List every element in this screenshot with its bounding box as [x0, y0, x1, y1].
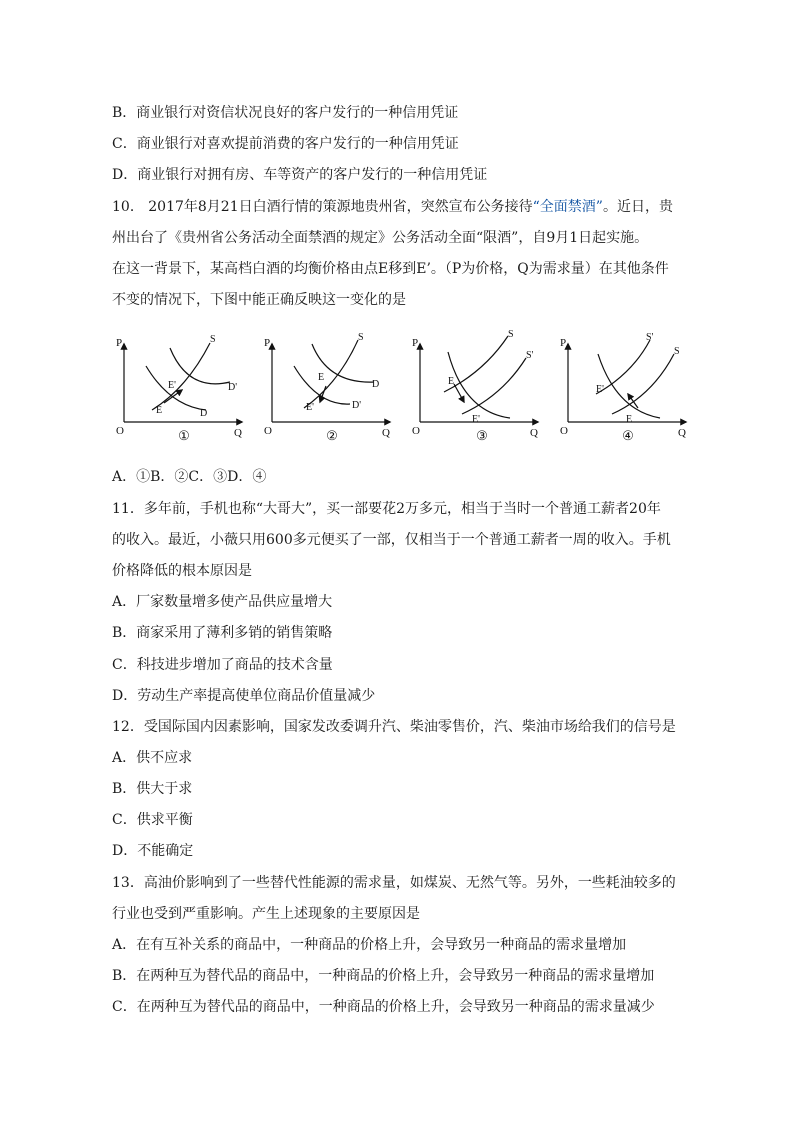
graph-4-e-label: E [626, 414, 633, 425]
graph-2-origin-label: O [264, 425, 272, 437]
q10-quote-highlight: “全面禁酒” [532, 199, 603, 215]
graph-2-number: ② [326, 428, 338, 443]
graph-3-q-label: Q [530, 427, 538, 439]
graph-3-eprime-label: E' [472, 414, 480, 425]
graph-1-eprime-label: E' [168, 380, 176, 391]
q12-option-a: A．供不应求 [112, 750, 193, 766]
q11-option-b: B．商家采用了薄利多销的销售策略 [112, 625, 333, 641]
q10-options: A．①B．②C．③D．④ [112, 469, 267, 485]
q10-line-1-start: 10． 2017年8月21日白酒行情的策源地贵州省，突然宣布公务接待 [112, 199, 533, 215]
q12-option-b: B．供大于求 [112, 781, 193, 797]
graph-4-shift-arrow [628, 394, 638, 408]
graph-1-origin-label: O [116, 425, 124, 437]
graph-3 [420, 336, 538, 422]
supply-demand-graphs [112, 330, 692, 455]
q12-line-1: 12．受国际国内因素影响，国家发改委调升汽、柴油零售价，汽、柴油市场给我们的信号是 [112, 719, 676, 735]
graph-2-dprime-label: D' [352, 400, 362, 411]
q11-line-1: 11．多年前，手机也称“大哥大”，买一部要花2万多元，相当于当时一个普通工薪者20年 [112, 501, 661, 517]
graph-2-p-label: P [264, 337, 271, 349]
graph-1-q-label: Q [234, 427, 242, 439]
graph-2-q-label: Q [382, 427, 390, 439]
q13-line-1: 13．高油价影响到了一些替代性能源的需求量，如煤炭、无然气等。另外，一些耗油较多的 [112, 875, 676, 891]
q10-line-2: 州出台了《贵州省公务活动全面禁酒的规定》公务活动全面“限酒”，自9月1日起实施。 [112, 230, 649, 246]
q9-option-b: B．商业银行对资信状况良好的客户发行的一种信用凭证 [112, 105, 459, 121]
q10-line-4: 不变的情况下，下图中能正确反映这一变化的是 [112, 292, 406, 308]
q11-line-3: 价格降低的根本原因是 [112, 563, 252, 579]
graph-1-demand-curve-d [146, 366, 206, 410]
graph-3-origin-label: O [412, 425, 420, 437]
graph-1-demand-curve-d-prime [170, 348, 230, 384]
q13-option-c: C．在两种互为替代品的商品中，一种商品的价格上升，会导致另一种商品的需求量减少 [112, 999, 655, 1015]
graph-1 [124, 343, 242, 422]
graph-4-number: ④ [622, 428, 634, 443]
q9-option-c: C．商业银行对喜欢提前消费的客户发行的一种信用凭证 [112, 136, 459, 152]
graph-4-sprime-label: S' [646, 332, 654, 343]
q9-option-d: D．商业银行对拥有房、车等资产的客户发行的一种信用凭证 [112, 167, 488, 183]
graph-1-e-label: E [156, 405, 163, 416]
graph-2-s-label: S [358, 332, 364, 343]
graph-4-q-label: Q [678, 427, 686, 439]
graph-3-s-label: S [508, 330, 514, 340]
q11-line-2: 的收入。最近，小薇只用600多元便买了一部，仅相当于一个普通工薪者一周的收入。手机 [112, 532, 671, 548]
graph-3-e-label: E [448, 376, 455, 387]
graph-4 [568, 340, 686, 422]
q13-line-2: 行业也受到严重影响。产生上述现象的主要原因是 [112, 906, 420, 922]
graph-2-supply-curve [304, 340, 358, 408]
q11-option-d: D．劳动生产率提高使单位商品价值量减少 [112, 688, 376, 704]
q10-line-1 [112, 197, 673, 217]
graph-2-e-label: E [318, 372, 325, 383]
graph-4-s-label: S [674, 346, 680, 357]
graph-4-p-label: P [560, 337, 567, 349]
q12-option-c: C．供求平衡 [112, 812, 193, 828]
graph-3-p-label: P [412, 337, 419, 349]
graph-4-supply-curve-s-prime [596, 340, 650, 394]
q10-line-1-end: 。近日，贵 [602, 199, 673, 215]
q11-option-a: A．厂家数量增多使产品供应量增大 [112, 594, 333, 610]
q10-line-3: 在这一背景下，某高档白酒的均衡价格由点E移到E’。（P为价格，Q为需求量）在其他条件 [112, 261, 669, 277]
graph-4-eprime-label: E' [596, 384, 604, 395]
graph-3-supply-curve-s-prime [462, 358, 526, 414]
graph-2-eprime-label: E' [306, 402, 314, 413]
q12-option-d: D．不能确定 [112, 843, 194, 859]
graph-3-sprime-label: S' [526, 350, 534, 361]
graph-3-number: ③ [476, 428, 488, 443]
q13-option-b: B．在两种互为替代品的商品中，一种商品的价格上升，会导致另一种商品的需求量增加 [112, 968, 655, 984]
graph-1-s-label: S [210, 334, 216, 345]
q13-option-a: A．在有互补关系的商品中，一种商品的价格上升，会导致另一种商品的需求量增加 [112, 937, 627, 953]
graph-1-d-label: D [200, 408, 208, 419]
graph-2-d-label: D [372, 379, 380, 390]
graph-1-supply-curve [152, 343, 210, 410]
graphs-svg [112, 330, 692, 455]
q11-option-c: C．科技进步增加了商品的技术含量 [112, 657, 333, 673]
graph-1-p-label: P [116, 337, 123, 349]
graph-4-origin-label: O [560, 425, 568, 437]
graph-1-dprime-label: D' [228, 382, 238, 393]
graph-1-number: ① [178, 428, 190, 443]
graph-4-supply-curve-s [612, 354, 674, 414]
